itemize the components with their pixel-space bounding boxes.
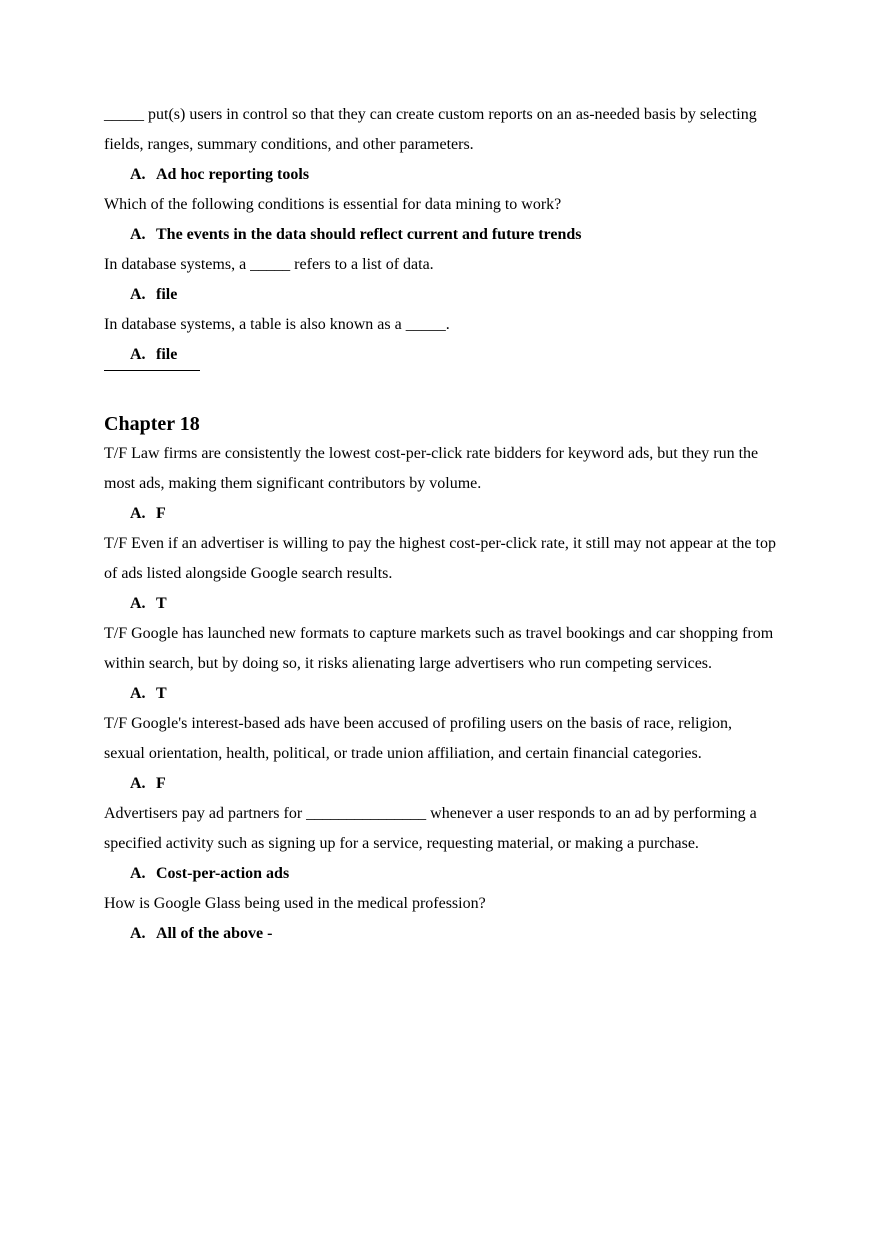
answer-line [104, 160, 776, 190]
answer-letter: A. [130, 865, 146, 882]
document-content [104, 100, 776, 949]
answer-line [104, 919, 776, 949]
answer-line [104, 769, 776, 799]
answer-line [104, 220, 776, 250]
answer-text: Cost-per-action ads [156, 865, 290, 882]
answer-line [104, 859, 776, 889]
answer-letter: A. [130, 505, 146, 522]
question-text: _____ put(s) users in control so that they can create custom reports on an as-needed basis by selecting fields, ranges, summary conditions, and other parameters. [104, 106, 757, 153]
answer-letter: A. [130, 346, 146, 363]
answer-line [104, 280, 776, 310]
chapter-heading: Chapter 18 [104, 413, 200, 435]
answer-line [104, 499, 776, 529]
answer-letter: A. [130, 685, 146, 702]
question-text: T/F Google has launched new formats to capture markets such as travel bookings and car shopping from within search, but by doing so, it risks alienating large advertisers who run competing services. [104, 625, 774, 672]
answer-text: file [156, 286, 178, 303]
answer-line [104, 589, 776, 619]
answer-letter: A. [130, 226, 146, 243]
answer-letter: A. [130, 595, 146, 612]
answer-text: F [156, 775, 166, 792]
answer-letter: A. [130, 286, 146, 303]
answer-text: T [156, 595, 167, 612]
question-text: T/F Google's interest-based ads have been accused of profiling users on the basis of race, religion, sexual orientation, health, political, or trade union affiliation, and certain financial categories. [104, 715, 733, 762]
answer-text: T [156, 685, 167, 702]
question-text: Advertisers pay ad partners for _______________ whenever a user responds to an ad by performing a specified activity such as signing up for a service, requesting material, or making a purchase. [104, 805, 757, 852]
answer-text: file [156, 346, 178, 363]
answer-text: Ad hoc reporting tools [156, 166, 310, 183]
answer-letter: A. [130, 166, 146, 183]
section-divider [104, 370, 200, 371]
answer-letter: A. [130, 775, 146, 792]
question-text: T/F Law firms are consistently the lowest cost-per-click rate bidders for keyword ads, but they run the most ads, making them significant contributors by volume. [104, 445, 759, 492]
question-text: Which of the following conditions is essential for data mining to work? [104, 196, 562, 213]
question-text: How is Google Glass being used in the medical profession? [104, 895, 486, 912]
question-text: In database systems, a table is also known as a _____. [104, 316, 450, 333]
answer-line [104, 340, 776, 370]
question-text: T/F Even if an advertiser is willing to pay the highest cost-per-click rate, it still may not appear at the top of ads listed alongside Google search results. [104, 535, 776, 582]
question-text: In database systems, a _____ refers to a list of data. [104, 256, 434, 273]
answer-text: The events in the data should reflect current and future trends [156, 226, 582, 243]
answer-text: F [156, 505, 166, 522]
answer-letter: A. [130, 925, 146, 942]
answer-text: All of the above - [156, 925, 273, 942]
answer-line [104, 679, 776, 709]
